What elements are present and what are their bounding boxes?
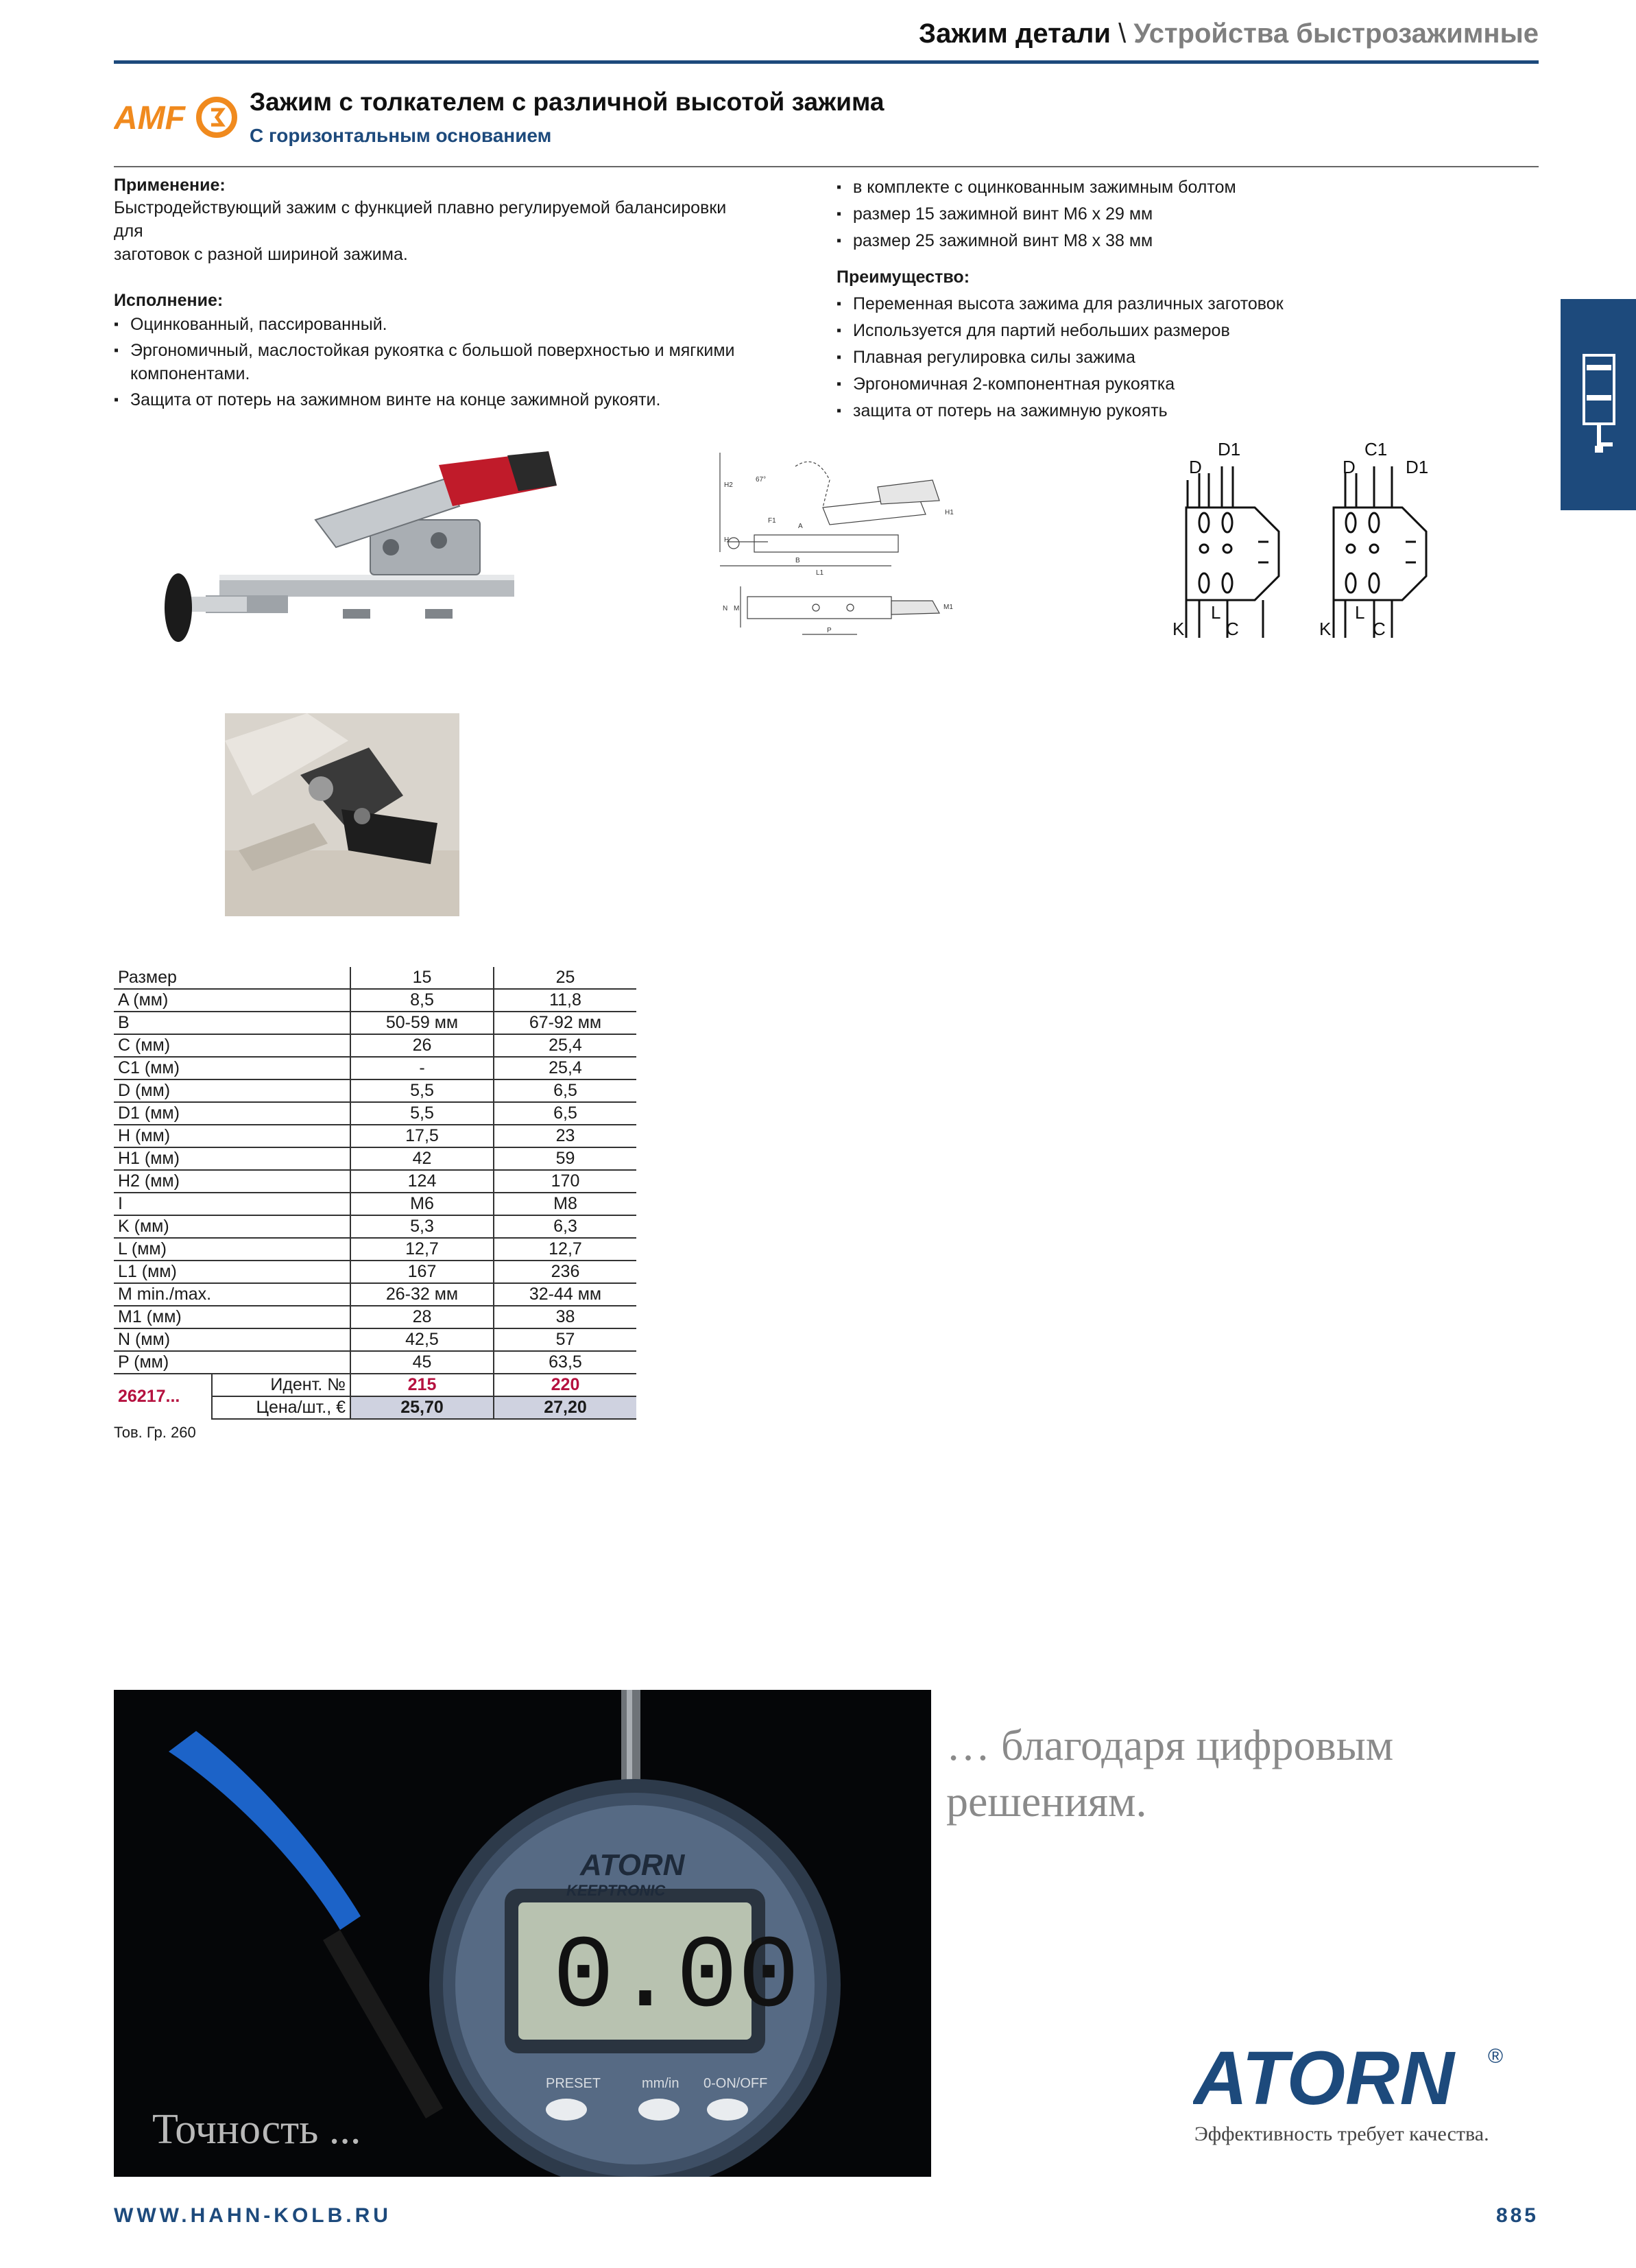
execution-list — [114, 313, 820, 414]
svg-text:H2: H2 — [724, 481, 733, 489]
svg-text:L1: L1 — [816, 569, 824, 577]
atorn-logo — [1193, 2036, 1515, 2118]
table-cell: 6,5 — [494, 1079, 636, 1102]
table-cell: 25,4 — [494, 1034, 636, 1057]
ident-row — [114, 1374, 636, 1396]
execution-heading: Исполнение: — [114, 291, 224, 310]
table-row — [114, 1193, 636, 1215]
price-label: Цена/шт., € — [212, 1396, 350, 1419]
table-cell: L (мм) — [114, 1238, 350, 1261]
table-cell: D1 (мм) — [114, 1102, 350, 1125]
table-cell: 236 — [494, 1261, 636, 1283]
svg-text:ATORN: ATORN — [580, 1848, 685, 1882]
ad-slogan — [946, 1717, 1393, 1830]
svg-text:D: D — [1343, 457, 1356, 477]
svg-text:0-ON/OFF: 0-ON/OFF — [703, 2076, 768, 2091]
footer-url-link[interactable]: WWW.HAHN-KOLB.RU — [114, 2204, 392, 2227]
table-cell: 57 — [494, 1328, 636, 1351]
table-cell: - — [350, 1057, 494, 1079]
table-cell: 8,5 — [350, 989, 494, 1012]
ad-photo — [114, 1690, 931, 2177]
table-row — [114, 1079, 636, 1102]
page-header — [114, 14, 1539, 53]
table-cell: 23 — [494, 1125, 636, 1147]
table-cell: 26-32 мм — [350, 1283, 494, 1306]
table-row — [114, 1102, 636, 1125]
svg-text:N: N — [723, 605, 728, 612]
svg-text:C: C — [1226, 619, 1239, 639]
application-text — [114, 196, 806, 266]
header-subsection: Устройства быстрозажимные — [1133, 19, 1539, 49]
advantage-item: ▪ Переменная высота зажима для различных заготовок — [837, 291, 1529, 318]
table-cell: 28 — [350, 1306, 494, 1328]
svg-text:C1: C1 — [1364, 439, 1388, 459]
product-photo — [137, 438, 566, 649]
table-cell: 63,5 — [494, 1351, 636, 1374]
execution-item: ▪ Эргономичный, маслостойкая рукоятка с большой поверхностью и мягкими компонентами. — [114, 339, 820, 385]
table-cell: H (мм) — [114, 1125, 350, 1147]
catalog-number: 26217... — [118, 1387, 180, 1406]
clamp-icon — [1561, 299, 1636, 510]
product-group: Тов. Гр. 260 — [114, 1424, 196, 1441]
table-cell: 26 — [350, 1034, 494, 1057]
table-cell: 25,4 — [494, 1057, 636, 1079]
svg-text:KEEPTRONIC: KEEPTRONIC — [566, 1882, 666, 1899]
table-cell: N (мм) — [114, 1328, 350, 1351]
atorn-tagline: Эффективность требует качества. — [1194, 2123, 1489, 2145]
svg-text:67°: 67° — [756, 476, 767, 484]
table-cell: 42 — [350, 1147, 494, 1170]
table-cell: D (мм) — [114, 1079, 350, 1102]
advantage-item: ▪ Используется для партий небольших размеров — [837, 318, 1529, 344]
table-row — [114, 1215, 636, 1238]
table-row — [114, 1034, 636, 1057]
application-heading: Применение: — [114, 176, 226, 195]
table-cell: 45 — [350, 1351, 494, 1374]
svg-text:M1: M1 — [943, 604, 953, 611]
execution-item: ▪ Оцинкованный, пассированный. — [114, 313, 820, 336]
application-line: Быстродействующий зажим с функцией плавно регулируемой балансировки — [114, 198, 727, 217]
svg-text:®: ® — [1488, 2045, 1504, 2068]
table-cell: 5,5 — [350, 1102, 494, 1125]
price-value: 25,70 — [350, 1396, 494, 1419]
table-cell: I — [114, 1193, 350, 1215]
table-row — [114, 1012, 636, 1034]
svg-text:L: L — [1211, 602, 1221, 623]
svg-text:ATORN: ATORN — [1193, 2036, 1454, 2118]
svg-text:P: P — [827, 627, 832, 634]
table-cell: H2 (мм) — [114, 1170, 350, 1193]
ident-label: Идент. № — [212, 1374, 350, 1396]
amf-logo — [114, 95, 237, 140]
page-number: 885 — [1495, 2204, 1539, 2227]
table-cell: M1 (мм) — [114, 1306, 350, 1328]
table-cell: 124 — [350, 1170, 494, 1193]
chapter-tab[interactable] — [1561, 299, 1636, 510]
table-row — [114, 1306, 636, 1328]
svg-text:K: K — [1172, 619, 1185, 639]
table-cell: P (мм) — [114, 1351, 350, 1374]
table-row — [114, 1147, 636, 1170]
header-rule — [114, 60, 1539, 64]
table-cell: 67-92 мм — [494, 1012, 636, 1034]
svg-text:0.00: 0.00 — [553, 1920, 800, 2037]
svg-text:L: L — [1355, 602, 1365, 623]
advantages-heading: Преимущество: — [837, 267, 970, 287]
advantage-item: ▪ Плавная регулировка силы зажима — [837, 344, 1529, 371]
technical-drawing — [713, 439, 974, 645]
table-cell: C (мм) — [114, 1034, 350, 1057]
svg-text:PRESET: PRESET — [546, 2076, 601, 2091]
included-item: ▪ в комплекте с оцинкованным зажимным болтом — [837, 174, 1529, 201]
table-cell: 6,5 — [494, 1102, 636, 1125]
table-cell: 5,3 — [350, 1215, 494, 1238]
product-subtitle: С горизонтальным основанием — [250, 125, 552, 146]
product-title: Зажим с толкателем с различной высотой зажима — [250, 88, 885, 116]
table-cell: 50-59 мм — [350, 1012, 494, 1034]
svg-text:H1: H1 — [945, 509, 954, 516]
table-row — [114, 1057, 636, 1079]
table-row — [114, 989, 636, 1012]
header-separator: \ — [1118, 19, 1127, 49]
table-cell: 6,3 — [494, 1215, 636, 1238]
svg-text:D: D — [1189, 457, 1202, 477]
application-line: заготовок с разной шириной зажима. — [114, 245, 408, 264]
base-plate-drawings — [1159, 439, 1460, 645]
table-header-cell: Размер — [114, 967, 350, 989]
svg-text:D1: D1 — [1406, 457, 1429, 477]
advantage-item: ▪ защита от потерь на зажимную рукоять — [837, 398, 1529, 425]
application-line: для — [114, 222, 143, 241]
ad-slogan-line: … благодаря цифровым — [946, 1721, 1394, 1769]
svg-text:A: A — [798, 523, 803, 530]
table-header-row — [114, 967, 636, 989]
table-row — [114, 1238, 636, 1261]
table-cell: A (мм) — [114, 989, 350, 1012]
ident-number[interactable]: 215 — [350, 1374, 494, 1396]
detail-photo — [225, 713, 459, 916]
svg-text:D1: D1 — [1218, 439, 1241, 459]
table-cell: 167 — [350, 1261, 494, 1283]
svg-text:B: B — [795, 557, 800, 564]
ad-slogan-line: решениям. — [946, 1777, 1147, 1826]
table-cell: B — [114, 1012, 350, 1034]
ad-tagline-left: Точность ... — [152, 2106, 361, 2153]
ident-number[interactable]: 220 — [494, 1374, 636, 1396]
table-cell: 59 — [494, 1147, 636, 1170]
advantage-item: ▪ Эргономичная 2-компонентная рукоятка — [837, 371, 1529, 398]
svg-text:mm/in: mm/in — [642, 2076, 679, 2091]
table-row — [114, 1328, 636, 1351]
table-cell: 11,8 — [494, 989, 636, 1012]
table-cell: H1 (мм) — [114, 1147, 350, 1170]
table-row — [114, 1351, 636, 1374]
svg-text:C: C — [1373, 619, 1386, 639]
svg-text:K: K — [1319, 619, 1332, 639]
table-cell: 32-44 мм — [494, 1283, 636, 1306]
spec-table — [114, 967, 636, 1420]
table-cell: L1 (мм) — [114, 1261, 350, 1283]
table-header-cell: 25 — [494, 967, 636, 989]
table-row — [114, 1261, 636, 1283]
table-header-cell: 15 — [350, 967, 494, 989]
execution-item: ▪ Защита от потерь на зажимном винте на конце зажимной рукояти. — [114, 388, 820, 411]
included-item: ▪ размер 15 зажимной винт M6 x 29 мм — [837, 201, 1529, 228]
price-value: 27,20 — [494, 1396, 636, 1419]
included-item: ▪ размер 25 зажимной винт M8 x 38 мм — [837, 228, 1529, 254]
table-row — [114, 1283, 636, 1306]
table-cell: C1 (мм) — [114, 1057, 350, 1079]
table-cell: 42,5 — [350, 1328, 494, 1351]
table-cell: 12,7 — [350, 1238, 494, 1261]
table-cell: M8 — [494, 1193, 636, 1215]
table-cell: M6 — [350, 1193, 494, 1215]
table-cell: 17,5 — [350, 1125, 494, 1147]
table-cell: K (мм) — [114, 1215, 350, 1238]
table-cell: 5,5 — [350, 1079, 494, 1102]
svg-text:M: M — [734, 605, 740, 612]
table-cell: 38 — [494, 1306, 636, 1328]
table-row — [114, 1170, 636, 1193]
table-cell: M min./max. — [114, 1283, 350, 1306]
included-list — [837, 174, 1529, 254]
title-rule — [114, 166, 1539, 167]
advantages-list — [837, 291, 1529, 425]
svg-text:H: H — [724, 536, 730, 544]
header-section: Зажим детали — [919, 19, 1111, 49]
table-cell: 12,7 — [494, 1238, 636, 1261]
table-cell: 170 — [494, 1170, 636, 1193]
table-row — [114, 1125, 636, 1147]
svg-text:AMF: AMF — [114, 100, 185, 136]
svg-text:F1: F1 — [768, 517, 776, 525]
